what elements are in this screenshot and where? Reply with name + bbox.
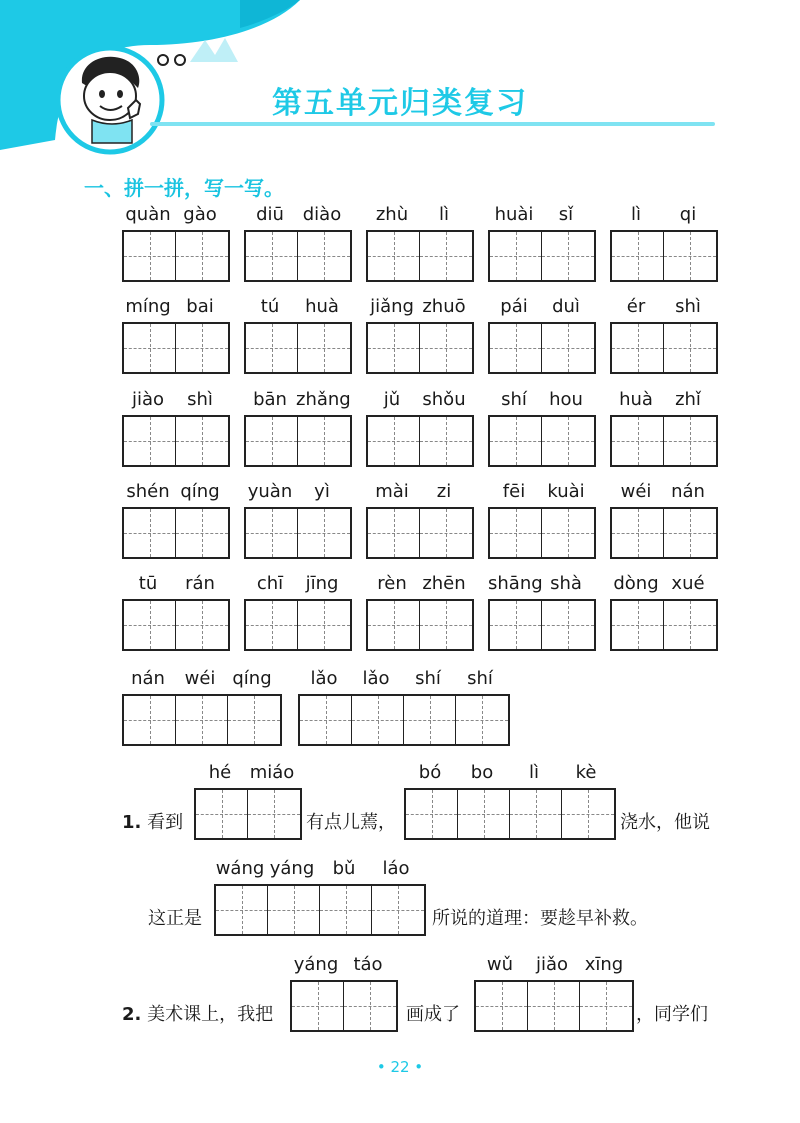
pinyin-syllable: shì (675, 296, 701, 317)
pinyin-syllable: míng (125, 296, 171, 317)
pinyin-syllable: bo (470, 762, 494, 783)
tianzige-writing-box[interactable] (488, 599, 596, 651)
character-cell[interactable] (420, 324, 472, 372)
tianzige-writing-box[interactable] (404, 788, 616, 840)
sentence-1-middle: 有点儿蔫， (306, 812, 396, 833)
character-cell[interactable] (368, 509, 420, 557)
tianzige-writing-box[interactable] (122, 694, 282, 746)
pinyin-syllable: qi (679, 204, 697, 225)
character-cell[interactable] (246, 324, 298, 372)
tianzige-writing-box[interactable] (122, 507, 230, 559)
character-cell[interactable] (298, 601, 350, 649)
character-cell[interactable] (490, 324, 542, 372)
pinyin-syllable: tú (260, 296, 280, 317)
character-cell[interactable] (246, 417, 298, 465)
character-cell[interactable] (510, 790, 562, 838)
character-cell[interactable] (420, 417, 472, 465)
character-cell[interactable] (124, 601, 176, 649)
tianzige-writing-box[interactable] (610, 507, 718, 559)
pinyin-syllable: shén (126, 481, 170, 502)
pinyin-syllable: pái (500, 296, 528, 317)
character-cell[interactable] (490, 232, 542, 280)
character-cell[interactable] (458, 790, 510, 838)
character-cell[interactable] (368, 232, 420, 280)
pinyin-syllable: kè (575, 762, 597, 783)
tianzige-writing-box[interactable] (214, 884, 426, 936)
pinyin-syllable: yáng (269, 858, 315, 879)
pinyin-syllable: yuàn (247, 481, 293, 502)
character-cell[interactable] (542, 417, 594, 465)
pinyin-syllable: diū (256, 204, 284, 225)
character-cell[interactable] (124, 509, 176, 557)
pinyin-syllable: bai (186, 296, 214, 317)
pinyin-syllable: zi (436, 481, 452, 502)
character-cell[interactable] (176, 696, 228, 744)
tianzige-writing-box[interactable] (244, 415, 352, 467)
tianzige-writing-box[interactable] (244, 322, 352, 374)
pinyin-syllable: sǐ (558, 204, 574, 225)
character-cell[interactable] (320, 886, 372, 934)
character-cell[interactable] (298, 232, 350, 280)
character-cell[interactable] (176, 232, 228, 280)
character-cell[interactable] (176, 601, 228, 649)
pinyin-syllable: lǎo (362, 668, 390, 689)
tianzige-writing-box[interactable] (488, 415, 596, 467)
character-cell[interactable] (664, 601, 716, 649)
pinyin-syllable: jǔ (383, 389, 401, 410)
pinyin-syllable: wáng (215, 858, 265, 879)
tianzige-writing-box[interactable] (366, 507, 474, 559)
character-cell[interactable] (246, 509, 298, 557)
character-cell[interactable] (196, 790, 248, 838)
character-cell[interactable] (406, 790, 458, 838)
tianzige-writing-box[interactable] (610, 230, 718, 282)
section-heading: 一、拼一拼，写一写。 (84, 176, 284, 200)
sentence-text: 看到 (147, 812, 184, 833)
character-cell[interactable] (490, 417, 542, 465)
pinyin-syllable: ér (626, 296, 646, 317)
pinyin-syllable: bó (418, 762, 442, 783)
pinyin-syllable: huà (619, 389, 653, 410)
pinyin-syllable: xīng (584, 954, 624, 975)
pinyin-syllable: diào (302, 204, 342, 225)
pinyin-syllable: lì (528, 762, 539, 783)
tianzige-writing-box[interactable] (244, 507, 352, 559)
character-cell[interactable] (490, 509, 542, 557)
character-cell[interactable] (664, 417, 716, 465)
pinyin-syllable: jiǎng (370, 296, 414, 317)
character-cell[interactable] (368, 601, 420, 649)
pinyin-syllable: wǔ (486, 954, 514, 975)
pinyin-syllable: rèn (377, 573, 407, 594)
page-title: 第五单元归类复习 (272, 86, 528, 121)
character-cell[interactable] (456, 696, 508, 744)
pinyin-syllable: huà (305, 296, 339, 317)
pinyin-syllable: bān (253, 389, 287, 410)
pinyin-syllable: láo (382, 858, 410, 879)
pinyin-syllable: jiào (131, 389, 165, 410)
pinyin-syllable: yì (314, 481, 330, 502)
tianzige-writing-box[interactable] (610, 415, 718, 467)
pinyin-syllable: gào (183, 204, 217, 225)
pinyin-syllable: táo (353, 954, 383, 975)
character-cell[interactable] (344, 982, 396, 1030)
tianzige-writing-box[interactable] (122, 415, 230, 467)
character-cell[interactable] (176, 324, 228, 372)
character-cell[interactable] (404, 696, 456, 744)
pinyin-syllable: hé (208, 762, 232, 783)
question-number: 2. (122, 1004, 142, 1025)
pinyin-syllable: nán (671, 481, 705, 502)
tianzige-writing-box[interactable] (122, 599, 230, 651)
pinyin-syllable: miáo (249, 762, 295, 783)
tianzige-writing-box[interactable] (298, 694, 510, 746)
tianzige-writing-box[interactable] (474, 980, 634, 1032)
character-cell[interactable] (612, 324, 664, 372)
character-cell[interactable] (476, 982, 528, 1030)
pinyin-syllable: rán (185, 573, 215, 594)
pinyin-syllable: dòng (613, 573, 659, 594)
character-cell[interactable] (528, 982, 580, 1030)
character-cell[interactable] (300, 696, 352, 744)
tianzige-writing-box[interactable] (488, 230, 596, 282)
pinyin-syllable: zhù (375, 204, 409, 225)
tianzige-writing-box[interactable] (194, 788, 302, 840)
character-cell[interactable] (490, 601, 542, 649)
tianzige-writing-box[interactable] (244, 599, 352, 651)
question-number: 1. (122, 812, 142, 833)
character-cell[interactable] (228, 696, 280, 744)
character-cell[interactable] (542, 601, 594, 649)
character-cell[interactable] (176, 417, 228, 465)
character-cell[interactable] (612, 601, 664, 649)
sentence-2-end: ，同学们 (636, 1004, 708, 1025)
sentence-2-start (122, 1000, 273, 1026)
sentence-1-start (122, 808, 183, 834)
character-cell[interactable] (664, 324, 716, 372)
pinyin-syllable: shāng (488, 573, 543, 594)
pinyin-syllable: tū (138, 573, 158, 594)
character-cell[interactable] (420, 232, 472, 280)
character-cell[interactable] (298, 509, 350, 557)
character-cell[interactable] (664, 509, 716, 557)
pinyin-syllable: fēi (502, 481, 526, 502)
character-cell[interactable] (368, 324, 420, 372)
character-cell[interactable] (216, 886, 268, 934)
tianzige-writing-box[interactable] (122, 230, 230, 282)
character-cell[interactable] (124, 232, 176, 280)
pinyin-syllable: wéi (620, 481, 652, 502)
character-cell[interactable] (372, 886, 424, 934)
pinyin-syllable: zhuō (422, 296, 466, 317)
pinyin-syllable: qíng (180, 481, 220, 502)
pinyin-syllable: lì (438, 204, 449, 225)
character-cell[interactable] (124, 696, 176, 744)
pinyin-syllable: duì (552, 296, 580, 317)
pinyin-syllable: lì (630, 204, 641, 225)
character-cell[interactable] (246, 232, 298, 280)
pinyin-syllable: zhǐ (675, 389, 701, 410)
pinyin-syllable: chī (256, 573, 284, 594)
character-cell[interactable] (246, 601, 298, 649)
pinyin-syllable: xué (671, 573, 705, 594)
tianzige-writing-box[interactable] (366, 599, 474, 651)
page-number: • 22 • (376, 1058, 424, 1076)
character-cell[interactable] (542, 509, 594, 557)
pinyin-syllable: kuài (547, 481, 585, 502)
pinyin-syllable: jiǎo (535, 954, 569, 975)
character-cell[interactable] (542, 232, 594, 280)
character-cell[interactable] (612, 417, 664, 465)
boy-mascot-icon (62, 48, 162, 148)
tianzige-writing-box[interactable] (488, 507, 596, 559)
pinyin-syllable: shì (187, 389, 213, 410)
pinyin-syllable: shí (415, 668, 441, 689)
pinyin-syllable: hou (549, 389, 583, 410)
character-cell[interactable] (248, 790, 300, 838)
character-cell[interactable] (298, 417, 350, 465)
tianzige-writing-box[interactable] (122, 322, 230, 374)
pinyin-syllable: jīng (305, 573, 339, 594)
pinyin-syllable: zhǎng (296, 389, 351, 410)
character-cell[interactable] (664, 232, 716, 280)
pinyin-syllable: wéi (184, 668, 216, 689)
pinyin-syllable: zhēn (422, 573, 466, 594)
sentence-2-middle: 画成了 (406, 1004, 460, 1025)
pinyin-syllable: yáng (293, 954, 339, 975)
pinyin-syllable: mài (375, 481, 409, 502)
character-cell[interactable] (562, 790, 614, 838)
tianzige-writing-box[interactable] (610, 322, 718, 374)
sentence-1-line2-start: 这正是 (148, 908, 202, 929)
pinyin-syllable: shí (467, 668, 493, 689)
character-cell[interactable] (298, 324, 350, 372)
character-cell[interactable] (176, 509, 228, 557)
character-cell[interactable] (542, 324, 594, 372)
tianzige-writing-box[interactable] (366, 230, 474, 282)
pinyin-syllable: quàn (125, 204, 171, 225)
pinyin-syllable: nán (131, 668, 165, 689)
pinyin-syllable: bǔ (332, 858, 356, 879)
character-cell[interactable] (580, 982, 632, 1030)
tianzige-writing-box[interactable] (244, 230, 352, 282)
character-cell[interactable] (368, 417, 420, 465)
tianzige-writing-box[interactable] (488, 322, 596, 374)
character-cell[interactable] (268, 886, 320, 934)
tianzige-writing-box[interactable] (610, 599, 718, 651)
tianzige-writing-box[interactable] (290, 980, 398, 1032)
character-cell[interactable] (612, 509, 664, 557)
pinyin-syllable: huài (494, 204, 534, 225)
character-cell[interactable] (292, 982, 344, 1030)
title-underline (150, 122, 715, 126)
character-cell[interactable] (124, 324, 176, 372)
sentence-1-line2-end: 所说的道理：要趁早补救。 (432, 908, 648, 929)
character-cell[interactable] (352, 696, 404, 744)
character-cell[interactable] (420, 601, 472, 649)
sentence-text: 美术课上，我把 (147, 1004, 274, 1025)
character-cell[interactable] (124, 417, 176, 465)
pinyin-syllable: shí (501, 389, 527, 410)
tianzige-writing-box[interactable] (366, 415, 474, 467)
pinyin-syllable: qíng (232, 668, 272, 689)
pinyin-syllable: shà (550, 573, 582, 594)
pinyin-syllable: lǎo (310, 668, 338, 689)
character-cell[interactable] (420, 509, 472, 557)
pinyin-syllable: shǒu (422, 389, 466, 410)
tianzige-writing-box[interactable] (366, 322, 474, 374)
character-cell[interactable] (612, 232, 664, 280)
sentence-1-end: 浇水，他说 (620, 812, 710, 833)
